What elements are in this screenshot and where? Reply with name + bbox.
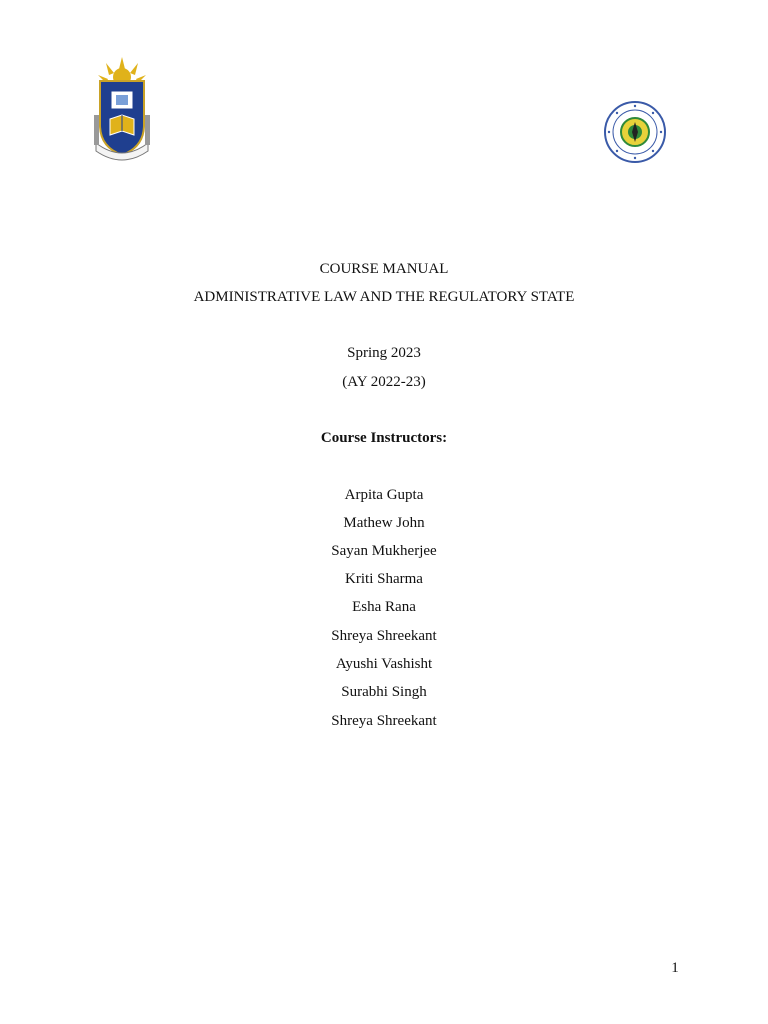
law-school-seal-icon	[603, 100, 667, 164]
instructor-name: Surabhi Singh	[341, 684, 427, 700]
instructor-name: Sayan Mukherjee	[331, 543, 437, 559]
instructor-name: Kriti Sharma	[345, 571, 423, 587]
page-number: 1	[671, 960, 679, 976]
instructor-name: Shreya Shreekant	[331, 628, 437, 644]
instructor-name: Mathew John	[343, 515, 425, 531]
academic-year-label: (AY 2022-23)	[342, 374, 426, 390]
instructor-name: Esha Rana	[352, 599, 416, 615]
instructors-heading: Course Instructors:	[320, 430, 448, 446]
instructor-name: Arpita Gupta	[344, 487, 424, 503]
instructor-name: Shreya Shreekant	[331, 713, 437, 729]
course-name-title: ADMINISTRATIVE LAW AND THE REGULATORY STATE	[193, 289, 575, 305]
document-type-title: COURSE MANUAL	[319, 261, 449, 277]
instructor-name: Ayushi Vashisht	[335, 656, 433, 672]
semester-label: Spring 2023	[347, 345, 421, 361]
university-crest-icon	[92, 55, 152, 165]
